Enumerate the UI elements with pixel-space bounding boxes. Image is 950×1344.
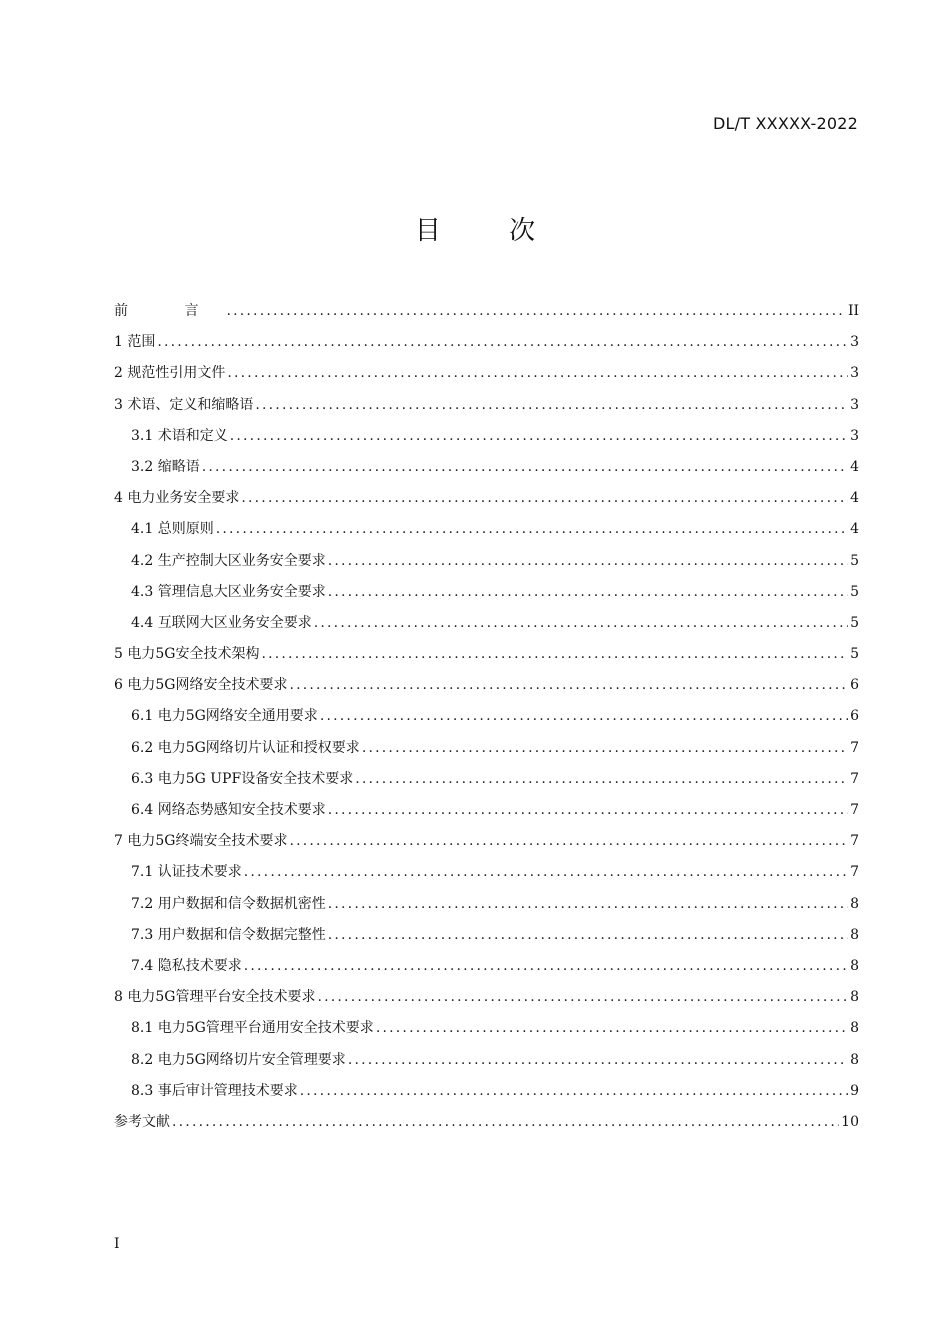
toc-entry-foreword[interactable] [114,296,859,327]
toc-entry-label: 参考文献 [114,1113,170,1130]
toc-entry-label: 3.1 术语和定义 [131,427,228,444]
toc-entry-page: 7 [850,770,859,787]
toc-entry-page: 5 [850,552,859,569]
toc-entry-label: 7.2 用户数据和信令数据机密性 [131,895,326,912]
toc-leader-dots [227,358,848,389]
toc-entry[interactable] [114,857,859,888]
toc-leader-dots [362,733,848,764]
toc-leader-dots [230,421,848,452]
toc-entry-label: 4.3 管理信息大区业务安全要求 [131,583,326,600]
toc-entry-page: 8 [850,926,859,943]
toc-entry-label: 7.4 隐私技术要求 [131,957,242,974]
toc-entry-references[interactable] [114,1107,859,1138]
toc-leader-dots [300,1076,848,1107]
toc-entry-label: 6.1 电力5G网络安全通用要求 [131,708,318,725]
toc-leader-dots [314,608,848,639]
toc-entry[interactable] [114,639,859,670]
toc-entry[interactable] [114,327,859,358]
toc-entry-label: 6.3 电力5G UPF设备安全技术要求 [131,770,354,787]
toc-entry[interactable] [114,733,859,764]
toc-entry-page: 7 [850,802,859,818]
toc-leader-dots [355,764,848,795]
toc-leader-dots [261,639,848,670]
toc-entry-page: 4 [850,458,859,475]
toc-leader-dots [244,857,848,888]
toc-entry-page: 7 [850,833,859,850]
toc-entry-page: 5 [850,583,859,600]
toc-leader-dots [348,1045,848,1076]
toc-entry-label: 5 电力5G安全技术架构 [114,646,260,663]
toc-entry[interactable] [114,358,859,389]
toc-entry-label: 3.2 缩略语 [131,458,200,475]
toc-entry[interactable] [114,1013,859,1044]
toc-leader-dots [376,1013,848,1044]
toc-leader-dots [172,1107,839,1138]
toc-entry[interactable] [114,701,859,732]
toc-entry-page: 6 [850,708,859,725]
toc-entry-label: 8.1 电力5G管理平台通用安全技术要求 [131,1020,374,1037]
toc-entry[interactable] [114,889,859,920]
toc-entry-page: 3 [850,396,859,413]
toc-entry-label: 8.3 事后审计管理技术要求 [131,1082,298,1099]
toc-entry-label: 3 术语、定义和缩略语 [114,396,254,413]
toc-leader-dots [320,701,848,732]
toc-entry-label: 7.3 用户数据和信令数据完整性 [131,926,326,943]
toc-entry-page: 7 [850,864,859,881]
toc-entry-page: 3 [850,427,859,444]
toc-entry-page: 8 [850,989,859,1006]
toc-leader-dots [226,296,845,327]
toc-leader-dots [216,514,848,545]
toc-entry-page: 9 [850,1082,859,1099]
toc-entry[interactable] [114,982,859,1013]
toc-leader-dots [289,670,848,701]
toc-leader-dots [328,577,848,608]
toc-entry-label: 前 言 [114,303,225,319]
toc-leader-dots [328,889,848,920]
toc-entry-page: II [847,303,859,319]
toc-title: 目 次 [414,216,566,246]
toc-entry[interactable] [114,1045,859,1076]
toc-leader-dots [328,795,848,826]
toc-entry-label: 8 电力5G管理平台安全技术要求 [114,989,316,1006]
toc-entry[interactable] [114,608,859,639]
toc-entry-label: 6.4 网络态势感知安全技术要求 [131,802,326,818]
toc-entry-page: 5 [850,614,859,631]
toc-entry-page: 8 [850,1020,859,1037]
document-code: DL/T XXXXX-2022 [713,114,858,133]
toc-entry-page: 8 [850,957,859,974]
toc-entry[interactable] [114,795,859,826]
toc-leader-dots [244,951,848,982]
toc-leader-dots [202,452,848,483]
toc-entry-page: 7 [850,739,859,756]
toc-entry-label: 8.2 电力5G网络切片安全管理要求 [131,1051,346,1068]
toc-entry[interactable] [114,951,859,982]
toc-entry-label: 7.1 认证技术要求 [131,864,242,881]
toc-entry[interactable] [114,764,859,795]
toc-entry-label: 7 电力5G终端安全技术要求 [114,833,288,850]
toc-entry[interactable] [114,826,859,857]
toc-leader-dots [157,327,848,358]
toc-entry-label: 6.2 电力5G网络切片认证和授权要求 [131,739,360,756]
toc-entry-page: 8 [850,1051,859,1068]
toc-entry-page: 3 [850,334,859,351]
toc-entry[interactable] [114,920,859,951]
toc-entry-page: 6 [850,677,859,694]
toc-entry-label: 4.4 互联网大区业务安全要求 [131,614,312,631]
toc-leader-dots [317,982,848,1013]
toc-entry-page: 10 [841,1113,859,1130]
toc-leader-dots [289,826,848,857]
toc-entry-page: 5 [850,646,859,663]
toc-entry[interactable] [114,452,859,483]
toc-entry[interactable] [114,483,859,514]
toc-entry[interactable] [114,1076,859,1107]
toc-entry[interactable] [114,577,859,608]
toc-entry-label: 6 电力5G网络安全技术要求 [114,677,288,694]
toc-entry-label: 2 规范性引用文件 [114,365,226,382]
page-number: I [114,1236,120,1252]
toc-leader-dots [328,546,848,577]
toc-entry-label: 4.1 总则原则 [131,521,214,538]
toc-entry-page: 4 [850,490,859,507]
toc-entry[interactable] [114,546,859,577]
toc-entry-label: 4.2 生产控制大区业务安全要求 [131,552,326,569]
toc-entry-label: 1 范围 [114,334,156,351]
toc-entry-page: 4 [850,521,859,538]
toc-entry-page: 3 [850,365,859,382]
toc-entry[interactable] [114,421,859,452]
table-of-contents [114,296,859,1138]
toc-leader-dots [241,483,848,514]
toc-entry[interactable] [114,514,859,545]
toc-entry[interactable] [114,390,859,421]
toc-leader-dots [328,920,848,951]
toc-entry[interactable] [114,670,859,701]
toc-entry-label: 4 电力业务安全要求 [114,490,240,507]
toc-entry-page: 8 [850,895,859,912]
toc-leader-dots [255,390,848,421]
